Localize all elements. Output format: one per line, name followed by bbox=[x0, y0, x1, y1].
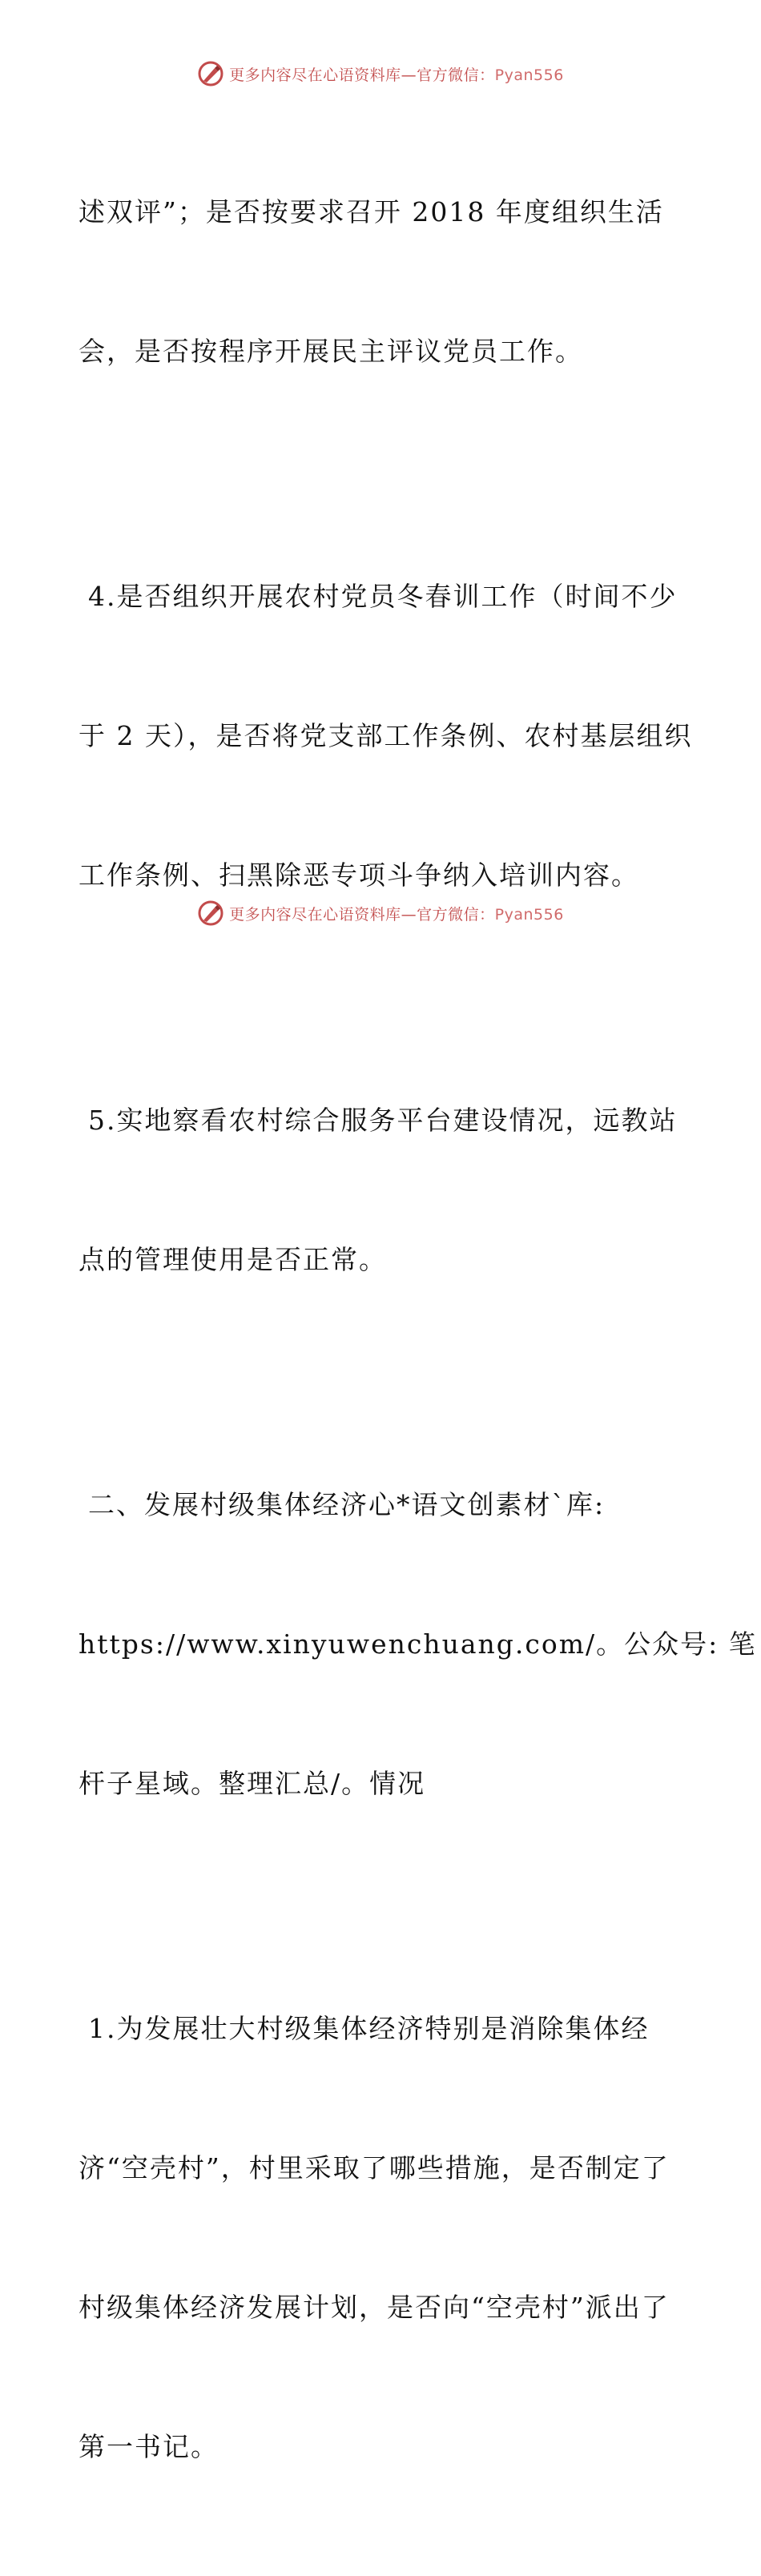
footer-watermark-text: 更多内容尽在心语资料库—官方微信：Pyan556 bbox=[229, 905, 564, 924]
text-line: 会，是否按程序开展民主评议党员工作。 bbox=[79, 336, 583, 367]
text-line: 点的管理使用是否正常。 bbox=[79, 1244, 387, 1275]
text-line: 5.实地察看农村综合服务平台建设情况，远教站 bbox=[88, 1105, 678, 1136]
text-line: 济“空壳村”，村里采取了哪些措施，是否制定了 bbox=[79, 2152, 670, 2184]
footer-watermark bbox=[0, 897, 761, 929]
paragraph-1 bbox=[79, 96, 687, 468]
text-line: https://www.xinyuwenchuang.com/。公众号: 笔 bbox=[79, 1628, 757, 1660]
pen-logo-icon bbox=[197, 60, 224, 87]
text-line: 述双评”；是否按要求召开 2018 年度组织生活 bbox=[79, 196, 664, 227]
text-line: 杆子星域。整理汇总/。情况 bbox=[79, 1768, 426, 1799]
header-watermark-text: 更多内容尽在心语资料库—官方微信：Pyan556 bbox=[229, 66, 564, 84]
section-heading: 二、发展村级集体经济心*语文创素材`库: bbox=[88, 1489, 606, 1520]
text-line: 村级集体经济发展计划，是否向“空壳村”派出了 bbox=[79, 2292, 670, 2323]
document-body bbox=[79, 96, 757, 2576]
header-watermark bbox=[0, 58, 761, 90]
text-line: 1.为发展壮大村级集体经济特别是消除集体经 bbox=[88, 2013, 650, 2044]
pen-logo-icon bbox=[197, 900, 224, 927]
paragraph-3 bbox=[79, 1004, 687, 1376]
paragraph-4 bbox=[79, 1389, 757, 1900]
text-line: 4.是否组织开展农村党员冬春训工作（时间不少 bbox=[88, 581, 678, 612]
text-line: 第一书记。 bbox=[79, 2431, 219, 2462]
text-line: 工作条例、扫黑除恶专项斗争纳入培训内容。 bbox=[79, 859, 639, 891]
text-line: 于 2 天），是否将党支部工作条例、农村基层组织 bbox=[79, 720, 693, 751]
paragraph-5 bbox=[79, 1913, 687, 2563]
